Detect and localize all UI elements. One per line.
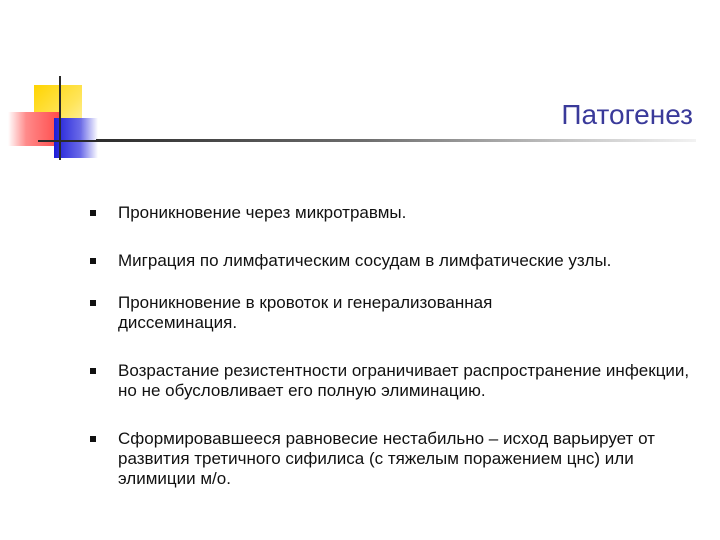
bullet-text: Возрастание резистентности ограничивает распространение инфекции, но не обусловливает его полную элиминацию. [118,361,690,400]
slide-title: Патогенез [561,99,693,130]
bullet-square-icon [90,258,96,264]
logo-vertical-line [59,76,61,160]
bullet-square-icon [90,300,96,306]
bullet-text: Сформировавшееся равновесие нестабильно – исход варьирует от развития третичного сифилиса (с тяжелым поражением цнс) или элимиции м/о. [118,429,655,488]
title-underline [96,139,696,142]
bullet-square-icon [90,436,96,442]
logo-horizontal-line [38,140,96,142]
bullet-text: Проникновение через микротравмы. [118,203,407,222]
bullet-text: Миграция по лимфатическим сосудам в лимфатические узлы. [118,251,612,270]
bullet-square-icon [90,368,96,374]
bullet-square-icon [90,210,96,216]
bullet-text: Проникновение в кровоток и генерализованная диссеминация. [118,293,493,332]
